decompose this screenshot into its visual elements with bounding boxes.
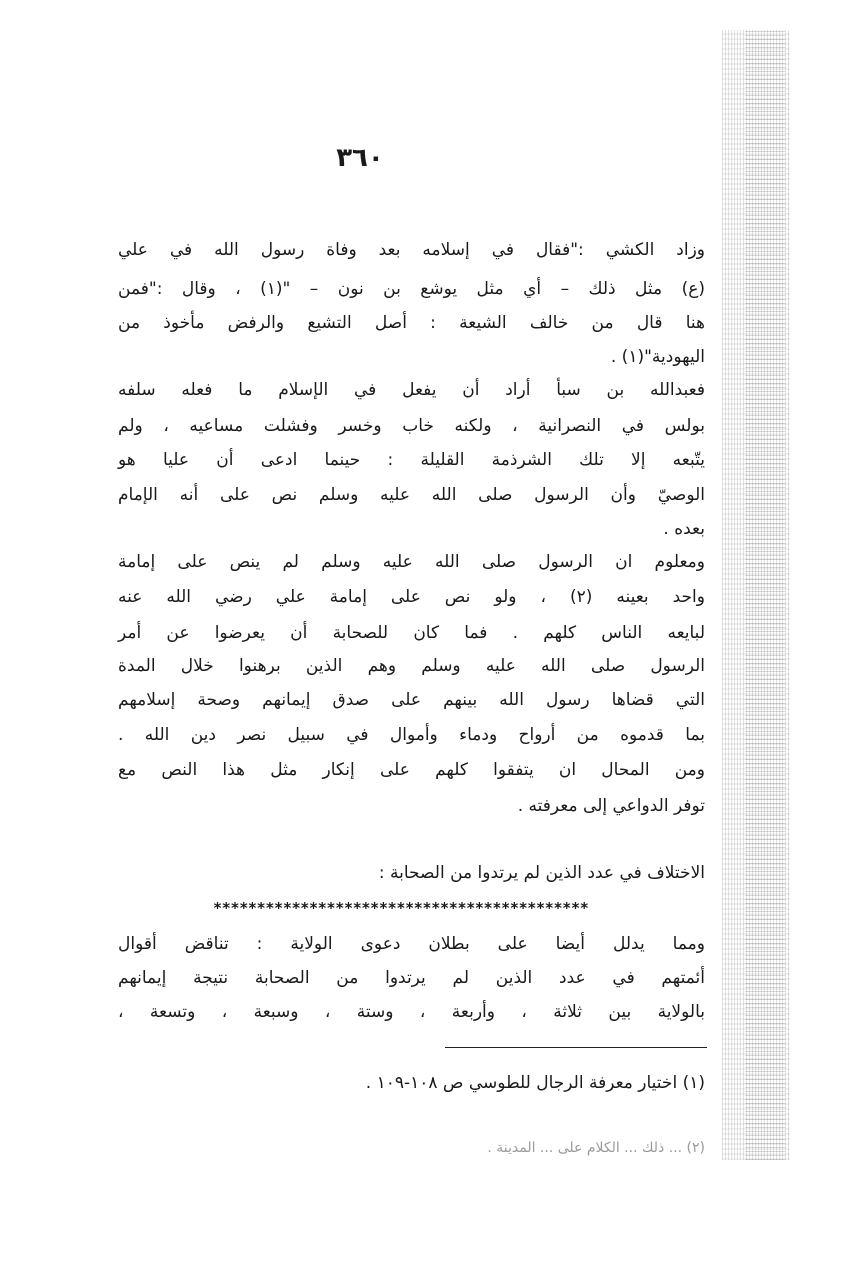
text-line: ومما يدلل أيضا على بطلان دعوى الولاية : تناقض أقوال (118, 934, 705, 954)
footnote: (١) اختيار معرفة الرجال للطوسي ص ١٠٨-١٠٩ . (365, 1073, 705, 1093)
footnote-rule (445, 1047, 707, 1048)
text-line: الرسول صلى الله عليه وسلم وهم الذين برهنوا خلال المدة (118, 656, 705, 676)
text-line: بولس في النصرانية ، ولكنه خاب وخسر وفشلت مساعيه ، ولم (118, 416, 705, 436)
scan-edge-binding (745, 30, 785, 1160)
section-heading: الاختلاف في عدد الذين لم يرتدوا من الصحابة : (378, 863, 705, 883)
text-line: التي قضاها رسول الله بينهم على صدق إيمانهم وصحة إسلامهم (118, 690, 705, 710)
text-line: لبايعه الناس كلهم . فما كان للصحابة أن يعرضوا عن أمر (118, 623, 705, 643)
text-line: هنا قال من خالف الشيعة : أصل التشيع والرفض مأخوذ من (118, 313, 705, 333)
page-number: ٣٦٠ (336, 143, 384, 173)
text-line: واحد بعينه (٢) ، ولو نص على إمامة علي رضي الله عنه (118, 587, 705, 607)
text-line: بالولاية بين ثلاثة ، وأربعة ، وستة ، وسبعة ، وتسعة ، (118, 1002, 705, 1022)
text-line: ومن المحال ان يتفقوا كلهم على إنكار مثل هذا النص مع (118, 760, 705, 780)
text-line: أئمتهم في عدد الذين لم يرتدوا من الصحابة نتيجة إيمانهم (118, 968, 705, 988)
text-line: بما قدموه من أرواح ودماء وأموال في سبيل نصر دين الله . (118, 725, 705, 745)
text-line: فعبدالله بن سبأ أراد أن يفعل في الإسلام ما فعله سلفه (118, 380, 705, 400)
text-line: يتّبعه إلا تلك الشرذمة القليلة : حينما ادعى أن عليا هو (118, 450, 705, 470)
footnote-faint: (٢) ... ذلك ... الكلام على ... المدينة . (487, 1140, 705, 1156)
text-line: توفر الدواعي إلى معرفته . (517, 796, 705, 816)
text-line: الوصيّ وأن الرسول صلى الله عليه وسلم نص على أنه الإمام (118, 485, 705, 505)
text-line: اليهودية"(١) . (610, 347, 705, 367)
text-line: (ع) مثل ذلك – أي مثل يوشع بن نون – "(١) ، وقال :"فمن (118, 279, 706, 299)
text-line: ومعلوم ان الرسول صلى الله عليه وسلم لم ينص على إمامة (118, 552, 705, 572)
text-line: وزاد الكشي :"فقال في إسلامه بعد وفاة رسول الله في علي (118, 240, 705, 260)
star-separator: ******************************************* (213, 899, 589, 917)
text-line: بعده . (663, 519, 705, 539)
